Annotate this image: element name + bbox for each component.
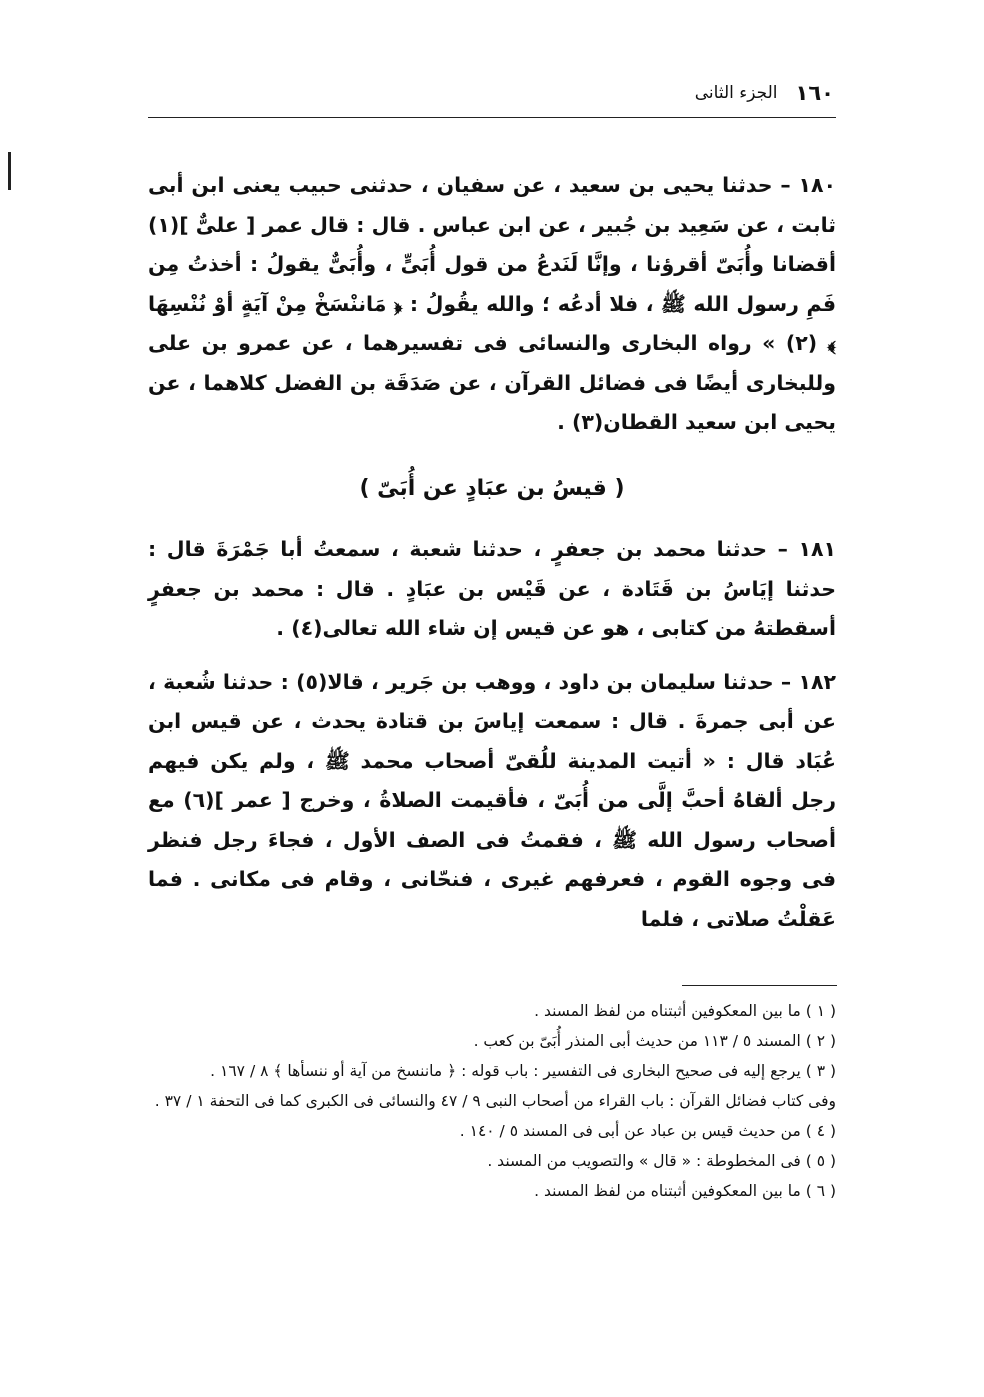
footnote-6: ( ٦ ) ما بين المعكوفين أثبتناه من لفظ المسند . [534, 1182, 836, 1200]
footnote-rule [682, 985, 837, 986]
hadith-182: ١٨٢ – حدثنا سليمان بن داود ، ووهب بن جَرير ، قالا(٥) : حدثنا شُعبة ، عن أبى جمرةَ . قال : سمعت إياسَ بن قتادة يحدث ، عن قيس ابن عُبَاد قال : « أتيت المدينة للُقىّ أصحاب محمد ﷺ ، ولم يكن فيهم رجل ألقاهُ أحبَّ إلَّى من أُبَىّ ، فأقيمت الصلاةُ ، وخرج [ عمر ](٦) مع أصحاب رسول الله ﷺ ، فقمتُ فى الصف الأول ، فجاءَ رجل فنظر فى وجوه القوم ، فعرفهم غيرى ، فنحّانى ، وقام فى مكانى . فما عَقلْتُ صلاتى ، فلما [148, 669, 836, 931]
margin-mark [8, 152, 11, 190]
running-header [150, 76, 834, 110]
footnote-5: ( ٥ ) فى المخطوطة : « قال » والتصويب من المسند . [487, 1152, 836, 1170]
footnote-1: ( ١ ) ما بين المعكوفين أثبتناه من لفظ المسند . [534, 1002, 836, 1020]
header-rule [148, 117, 836, 118]
section-heading: ( قيسُ بن عبَادٍ عن أُبَىّ ) [359, 475, 625, 501]
part-title: الجزء الثانى [694, 83, 778, 103]
footnote-3-continued: وفى كتاب فضائل القرآن : باب القراء من أصحاب النبى ٩ / ٤٧ والنسائى فى الكبرى كما فى التحفة ١ / ٣٧ . [154, 1092, 836, 1110]
main-text [148, 166, 836, 939]
footnote-2: ( ٢ ) المسند ٥ / ١١٣ من حديث أبى المنذر أُبَىّ بن كعب . [473, 1032, 836, 1050]
footnote-3: ( ٣ ) يرجع إليه فى صحيح البخارى فى التفسير : باب قوله : ﴿ ماننسخ من آية أو ننسأها ﴾ ٨ / ١٦٧ . [210, 1062, 836, 1080]
footnote-4: ( ٤ ) من حديث قيس بن عباد عن أبى فى المسند ٥ / ١٤٠ . [459, 1122, 836, 1140]
footnotes [148, 996, 836, 1206]
hadith-180: ١٨٠ – حدثنا يحيى بن سعيد ، عن سفيان ، حدثنى حبيب يعنى ابن أبى ثابت ، عن سَعِيد بن جُبير ، عن ابن عباس . قال : قال عمر [ علىٌّ ](١) أقضانا وأُبَىّ أقرؤنا ، وإنَّا لَنَدعُ من قول أُبَىٍّ ، وأُبَىٌّ يقولُ : أخذتُ مِن فَمِ رسول الله ﷺ ، فلا أدعُه ؛ والله يقُولُ : ﴿ مَاننْسَخْ مِنْ آيَةٍ أوْ نُنْسِهَا ﴾ (٢) » رواه البخارى والنسائى فى تفسيرهما ، عن عمرو بن على وللبخارى أيضًا فى فضائل القرآن ، عن صَدَقَة بن الفضل كلاهما ، عن يحيى ابن سعيد القطان(٣) . [148, 173, 836, 434]
paragraph-gap [148, 649, 836, 663]
hadith-181: ١٨١ – حدثنا محمد بن جعفرٍ ، حدثنا شعبة ، سمعتُ أبا جَمْرَةَ قال : حدثنا إيَاسُ بن قَتَادة ، عن قَيْس بن عبَادٍ . قال : محمد بن جعفرٍ أسقطتهُ من كتابى ، هو عن قيس إن شاء الله تعالى(٤) . [148, 537, 836, 640]
page-number: ١٦٠ [795, 81, 834, 105]
